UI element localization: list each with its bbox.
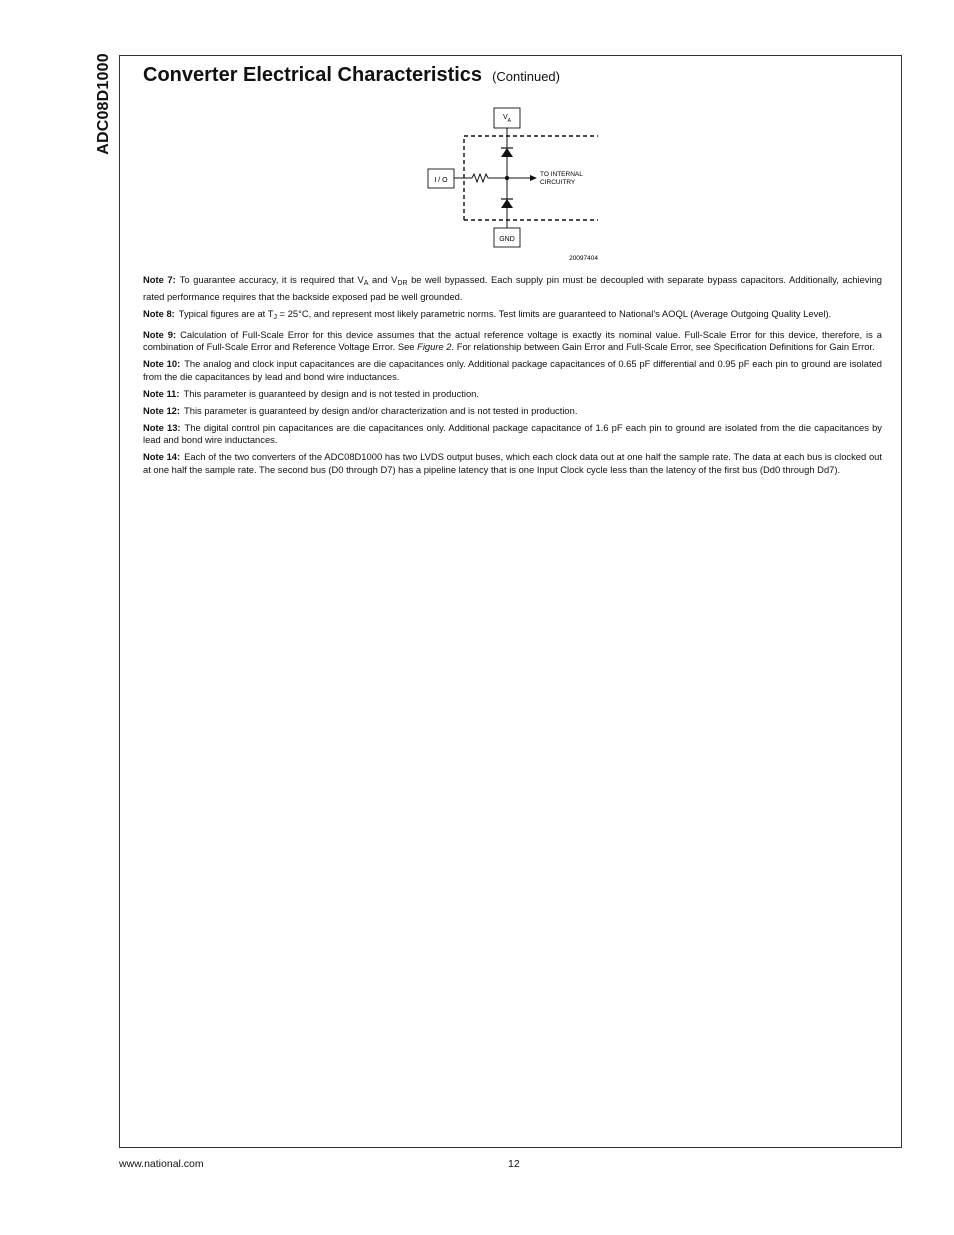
note-11: Note 11: This parameter is guaranteed by design and is not tested in production.	[143, 387, 479, 399]
note-10: Note 10: The analog and clock input capacitances are die capacitances only. Additional package capacitances of 0.65 pF differential and 0.95 pF each pin to ground are isolated from the die capacitances by lead and bond wire inductances.	[143, 358, 882, 382]
junction-dot	[505, 176, 509, 180]
continued-label: (Continued)	[492, 69, 560, 84]
upper-diode	[501, 148, 513, 157]
va-label: $V_A$	[503, 114, 512, 124]
page-title: Converter Electrical Characteristics	[143, 64, 483, 86]
internal-label-2: CIRCUITRY	[540, 179, 576, 186]
lower-diode	[501, 199, 513, 208]
io-protection-diagram	[418, 104, 608, 264]
note-9: Note 9: Calculation of Full-Scale Error for this device assumes that the actual reference voltage is exactly its nominal value. Full-Scale Error for this device, therefore, is a combination of Full-Scale Error and Reference Voltage Error. See Figure 2. For relationship between Gain Error and Full-Scale Error, see Specification Definitions for Gain Error.	[143, 328, 882, 353]
internal-label: TO INTERNAL	[540, 171, 583, 178]
side-part-number	[92, 52, 116, 156]
note-8: Note 8: Typical figures are at $T_J = 25^\circ C$, and represent most likely parametric norms. Test limits are guaranteed to National's AOQL (Average Outgoing Quality Level).	[143, 307, 832, 321]
footer-page-number: 12	[508, 1158, 520, 1170]
note-7: Note 7: To guarantee accuracy, it is required that $V_A$ and $V_{DR}$ be well bypassed. Each supply pin must be decoupled with separate bypass capacitors. Additionally, achieving rated performance requires that the backside exposed pad be well grounded.	[143, 274, 883, 302]
side-part-number-text: ADC08D1000	[95, 53, 112, 155]
figure-2-link: Figure 2	[417, 341, 452, 353]
notes-section	[143, 274, 882, 481]
figure-id: 20097404	[569, 255, 598, 262]
gnd-label: GND	[499, 236, 515, 243]
note-14: Note 14: Each of the two converters of the ADC08D1000 has two LVDS output buses, which each clock data out at one half the sample rate. The data at each bus is clocked out at one half the sample rate. The second bus (D0 through D7) has a pipeline latency that is one Input Clock cycle less than the latency of the first bus (Dd0 through Dd7).	[143, 451, 882, 475]
note-12: Note 12: This parameter is guaranteed by design and/or characterization and is not tested in production.	[143, 404, 578, 416]
resistor	[472, 174, 488, 182]
section-header	[143, 64, 560, 87]
footer-website[interactable]: www.national.com	[119, 1158, 204, 1170]
note-13: Note 13: The digital control pin capacitances are die capacitances only. Additional package capacitance of 1.6 pF each pin to ground are isolated from the die capacitances by lead and bond wire inductances.	[143, 421, 882, 446]
io-label: I / O	[434, 177, 448, 184]
arrow-head	[530, 175, 537, 181]
